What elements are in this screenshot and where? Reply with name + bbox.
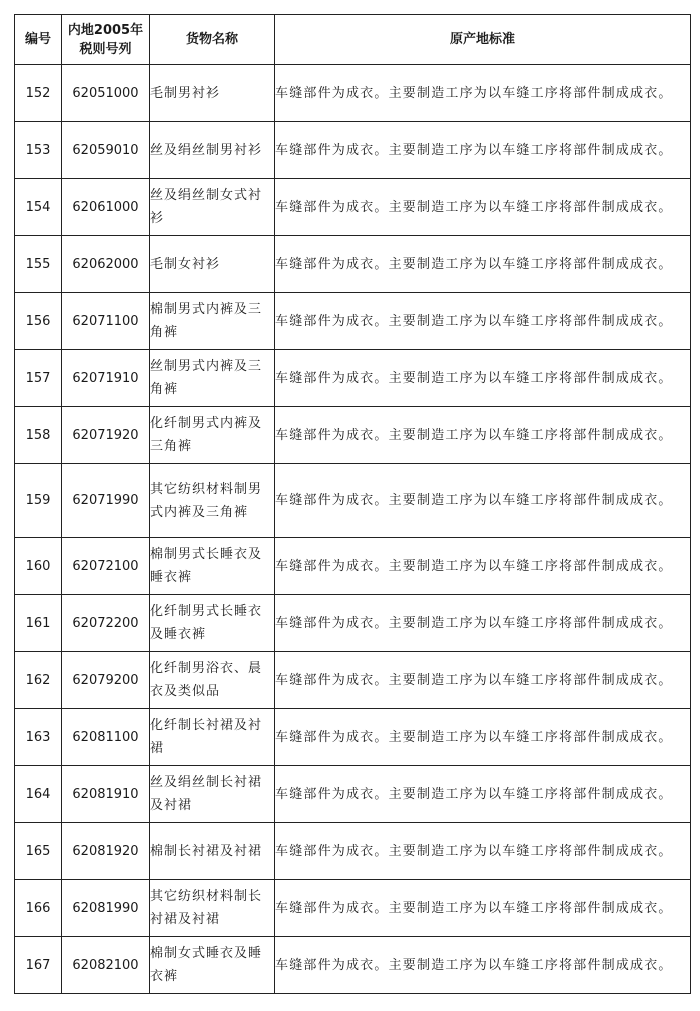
origin-standard: 车缝部件为成衣。主要制造工序为以车缝工序将部件制成成衣。 bbox=[275, 766, 691, 823]
tariff-code: 62082100 bbox=[62, 937, 150, 994]
tariff-code: 62081990 bbox=[62, 880, 150, 937]
row-number: 166 bbox=[15, 880, 62, 937]
table-header-row bbox=[15, 15, 691, 65]
origin-standard: 车缝部件为成衣。主要制造工序为以车缝工序将部件制成成衣。 bbox=[275, 880, 691, 937]
table-row bbox=[15, 350, 691, 407]
goods-name: 棉制男式长睡衣及睡衣裤 bbox=[150, 538, 275, 595]
table-row bbox=[15, 823, 691, 880]
table-row bbox=[15, 880, 691, 937]
tariff-code: 62072100 bbox=[62, 538, 150, 595]
origin-standard: 车缝部件为成衣。主要制造工序为以车缝工序将部件制成成衣。 bbox=[275, 179, 691, 236]
origin-standard-table bbox=[14, 14, 691, 994]
goods-name: 丝及绢丝制男衬衫 bbox=[150, 122, 275, 179]
goods-name: 化纤制男浴衣、晨衣及类似品 bbox=[150, 652, 275, 709]
origin-standard: 车缝部件为成衣。主要制造工序为以车缝工序将部件制成成衣。 bbox=[275, 293, 691, 350]
tariff-code: 62072200 bbox=[62, 595, 150, 652]
row-number: 152 bbox=[15, 65, 62, 122]
tariff-code: 62071990 bbox=[62, 464, 150, 538]
header-num: 编号 bbox=[15, 15, 62, 65]
row-number: 157 bbox=[15, 350, 62, 407]
origin-standard: 车缝部件为成衣。主要制造工序为以车缝工序将部件制成成衣。 bbox=[275, 407, 691, 464]
tariff-code: 62081100 bbox=[62, 709, 150, 766]
origin-standard: 车缝部件为成衣。主要制造工序为以车缝工序将部件制成成衣。 bbox=[275, 595, 691, 652]
row-number: 162 bbox=[15, 652, 62, 709]
table-row bbox=[15, 179, 691, 236]
origin-standard: 车缝部件为成衣。主要制造工序为以车缝工序将部件制成成衣。 bbox=[275, 464, 691, 538]
tariff-code: 62081920 bbox=[62, 823, 150, 880]
table-row bbox=[15, 595, 691, 652]
tariff-code: 62071920 bbox=[62, 407, 150, 464]
tariff-code: 62059010 bbox=[62, 122, 150, 179]
table-row bbox=[15, 293, 691, 350]
origin-standard: 车缝部件为成衣。主要制造工序为以车缝工序将部件制成成衣。 bbox=[275, 538, 691, 595]
goods-name: 棉制长衬裙及衬裙 bbox=[150, 823, 275, 880]
goods-name: 化纤制长衬裙及衬裙 bbox=[150, 709, 275, 766]
table-row bbox=[15, 709, 691, 766]
goods-name: 棉制男式内裤及三角裤 bbox=[150, 293, 275, 350]
row-number: 160 bbox=[15, 538, 62, 595]
goods-name: 其它纺织材料制长衬裙及衬裙 bbox=[150, 880, 275, 937]
origin-standard: 车缝部件为成衣。主要制造工序为以车缝工序将部件制成成衣。 bbox=[275, 937, 691, 994]
header-std: 原产地标准 bbox=[275, 15, 691, 65]
tariff-code: 62071100 bbox=[62, 293, 150, 350]
table-row bbox=[15, 65, 691, 122]
row-number: 164 bbox=[15, 766, 62, 823]
tariff-code: 62061000 bbox=[62, 179, 150, 236]
row-number: 154 bbox=[15, 179, 62, 236]
table-row bbox=[15, 766, 691, 823]
goods-name: 毛制男衬衫 bbox=[150, 65, 275, 122]
goods-name: 其它纺织材料制男式内裤及三角裤 bbox=[150, 464, 275, 538]
table-row bbox=[15, 407, 691, 464]
goods-name: 化纤制男式内裤及三角裤 bbox=[150, 407, 275, 464]
row-number: 165 bbox=[15, 823, 62, 880]
origin-standard: 车缝部件为成衣。主要制造工序为以车缝工序将部件制成成衣。 bbox=[275, 823, 691, 880]
origin-standard: 车缝部件为成衣。主要制造工序为以车缝工序将部件制成成衣。 bbox=[275, 350, 691, 407]
origin-standard: 车缝部件为成衣。主要制造工序为以车缝工序将部件制成成衣。 bbox=[275, 236, 691, 293]
table-row bbox=[15, 122, 691, 179]
goods-name: 丝及绢丝制长衬裙及衬裙 bbox=[150, 766, 275, 823]
goods-name: 化纤制男式长睡衣及睡衣裤 bbox=[150, 595, 275, 652]
origin-standard: 车缝部件为成衣。主要制造工序为以车缝工序将部件制成成衣。 bbox=[275, 122, 691, 179]
row-number: 159 bbox=[15, 464, 62, 538]
header-code-line1: 内地2005年 bbox=[67, 22, 144, 38]
table-row bbox=[15, 464, 691, 538]
table-row bbox=[15, 937, 691, 994]
row-number: 167 bbox=[15, 937, 62, 994]
row-number: 161 bbox=[15, 595, 62, 652]
row-number: 163 bbox=[15, 709, 62, 766]
row-number: 158 bbox=[15, 407, 62, 464]
row-number: 155 bbox=[15, 236, 62, 293]
header-name: 货物名称 bbox=[150, 15, 275, 65]
tariff-code: 62071910 bbox=[62, 350, 150, 407]
goods-name: 棉制女式睡衣及睡衣裤 bbox=[150, 937, 275, 994]
tariff-code: 62062000 bbox=[62, 236, 150, 293]
goods-name: 毛制女衬衫 bbox=[150, 236, 275, 293]
goods-name: 丝及绢丝制女式衬衫 bbox=[150, 179, 275, 236]
origin-standard: 车缝部件为成衣。主要制造工序为以车缝工序将部件制成成衣。 bbox=[275, 652, 691, 709]
tariff-code: 62081910 bbox=[62, 766, 150, 823]
goods-name: 丝制男式内裤及三角裤 bbox=[150, 350, 275, 407]
origin-standard: 车缝部件为成衣。主要制造工序为以车缝工序将部件制成成衣。 bbox=[275, 65, 691, 122]
tariff-code: 62051000 bbox=[62, 65, 150, 122]
table-row bbox=[15, 538, 691, 595]
tariff-code: 62079200 bbox=[62, 652, 150, 709]
table-row bbox=[15, 652, 691, 709]
origin-standard: 车缝部件为成衣。主要制造工序为以车缝工序将部件制成成衣。 bbox=[275, 709, 691, 766]
row-number: 153 bbox=[15, 122, 62, 179]
header-code-line2: 税则号列 bbox=[79, 41, 132, 57]
table-row bbox=[15, 236, 691, 293]
row-number: 156 bbox=[15, 293, 62, 350]
header-code bbox=[62, 15, 150, 65]
